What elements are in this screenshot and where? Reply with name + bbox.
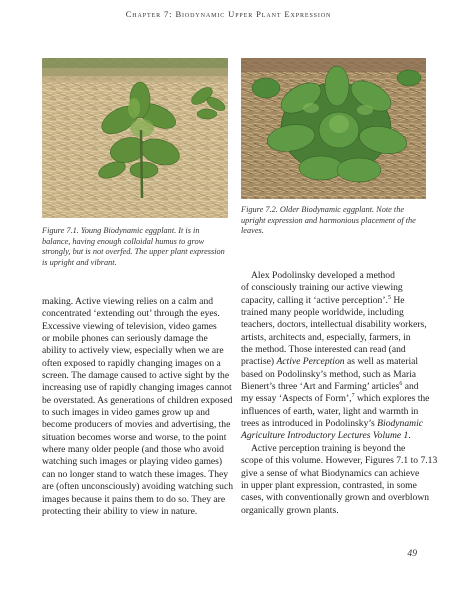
text-line: of consciously training our active viewing xyxy=(241,282,403,294)
text-line: increasing use of rapidly changing images cannot xyxy=(42,382,232,394)
text-line: the method. Those interested can read (and xyxy=(241,344,406,356)
text-line: based on Podolinsky’s method, such as Maria xyxy=(241,368,417,380)
figure-7-1-caption: Figure 7.1. Young Biodynamic eggplant. It is in balance, having enough colloidal humus to grow strongly, but is not overfed. The upper plant expression is upright and vibrant. xyxy=(42,226,225,267)
text-line: are (often unconsciously) avoiding watching such xyxy=(42,481,234,493)
figure-7-1-photo xyxy=(42,58,228,218)
eggplant-young-image xyxy=(42,58,228,218)
text-line: often exposed to rapidly changing images on a xyxy=(42,357,221,369)
text-line: practise) Active Perception as well as material xyxy=(241,356,419,368)
figure-7-2-caption: Figure 7.2. Older Biodynamic eggplant. Note the upright expression and harmonious placement of the leaves. xyxy=(241,205,416,236)
text-line: Excessive viewing of television, video games xyxy=(42,320,217,332)
footnote-ref: 6 xyxy=(399,380,403,387)
text-line: be overstated. As generations of children exposed xyxy=(42,394,233,406)
text-line: give a sense of what Biodynamics can achieve xyxy=(241,467,420,479)
text-line: cases, with conventionally grown and overblown xyxy=(241,492,430,504)
text-line: organically grown plants. xyxy=(241,504,339,516)
eggplant-older-image xyxy=(241,58,426,199)
right-column-text xyxy=(241,270,438,517)
page-number: 49 xyxy=(407,548,417,559)
text-line: my essay ‘Aspects of Form’,$^7$ which explores the xyxy=(241,393,430,405)
text-line: where many older people (and those who avoid xyxy=(42,444,224,456)
text-line: Active perception training is beyond the xyxy=(251,442,406,454)
text-line: or mobile phones can seriously damage the xyxy=(42,333,208,345)
text-line: protecting their ability to view in nature. xyxy=(42,505,198,517)
text-line: Bienert’s three ‘Art and Farming’ articles$^6$ and xyxy=(241,380,419,393)
footnote-ref: 5 xyxy=(387,294,391,301)
text-line: trees as introduced in Podolinsky’s Biodynamic xyxy=(241,418,423,430)
text-line: influences of earth, water, light and warmth in xyxy=(241,405,419,417)
text-line: Agriculture Introductory Lectures Volume 1. xyxy=(241,430,411,442)
text-line: become producers of movies and advertising, the xyxy=(42,419,231,431)
book-title: Biodynamic xyxy=(377,418,423,430)
book-title: Agriculture Introductory Lectures Volume 1 xyxy=(241,430,409,442)
text-line: in upper plant expression, contrasted, in some xyxy=(241,479,417,491)
text-line: teachers, doctors, intellectual disability workers, xyxy=(241,319,427,331)
paragraph-active-perception xyxy=(241,270,430,443)
text-line: artists, architects and, especially, farmers, in xyxy=(241,331,411,343)
left-column-text xyxy=(42,296,234,518)
text-line: images because it pains them to do so. They are xyxy=(42,493,226,505)
text-line: concentrated ‘extending out’ through the eyes. xyxy=(42,308,220,320)
text-line: capacity, calling it ‘active perception’.$^5$ He xyxy=(241,294,405,306)
text-line: watching such images or playing video games) xyxy=(42,456,223,468)
paragraph-figures xyxy=(241,442,438,517)
text-line: screen. The damage caused to active sight by the xyxy=(42,370,230,382)
footnote-ref: 7 xyxy=(351,393,355,400)
text-line: can no longer stand to watch these images. They xyxy=(42,468,229,480)
text-line: situation becomes worse and worse, to the point xyxy=(42,431,227,443)
text-line: Alex Podolinsky developed a method xyxy=(251,270,395,281)
figure-7-2-photo xyxy=(241,58,426,199)
running-header: Chapter 7: Biodynamic Upper Plant Expression xyxy=(125,9,332,19)
text-line: to such images in video games grow up and xyxy=(42,407,210,419)
text-line: trained many people worldwide, including xyxy=(241,307,404,319)
text-line: scope of this volume. However, Figures 7.1 to 7.13 xyxy=(241,455,438,467)
text-line: making. Active viewing relies on a calm and xyxy=(42,296,214,307)
text-line: ability to actively view, especially when we are xyxy=(42,345,224,357)
book-title: Active Perception xyxy=(276,356,345,368)
